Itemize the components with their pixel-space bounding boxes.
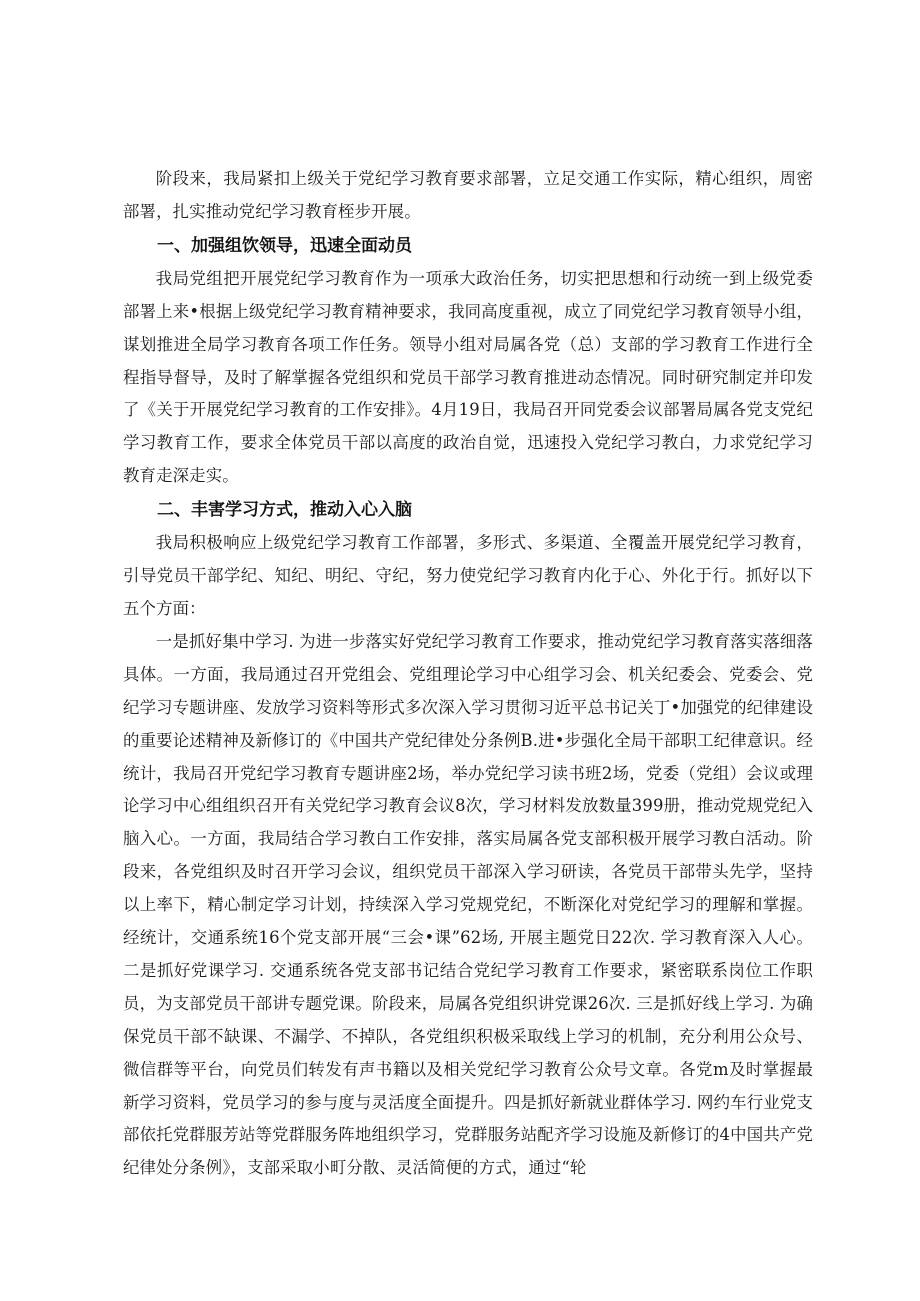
section-1-paragraph: 我局党组把开展党纪学习教育作为一项承大政治任务，切实把思想和行动统一到上级党委部署上来•根据上级党纪学习教育精神要求，我同高度重视，成立了同党纪学习教育领导小组，谋划推进全局学习教育各项工作任务。领导小组对局属各党（总）支部的学习教育工作进行全程指导督导，及时了解掌握各党组织和党员干部学习教育推进动态情况。同时研究制定并印发了《关于开展党纪学习教育的工作安排》。4月19日，我局召开同党委会议部署局属各党支党纪学习教育工作，要求全体党员干部以高度的政治自觉，迅速投入党纪学习教白，力求党纪学习教育走深走实。 [123, 268, 813, 486]
section-2-paragraph-2: 一是抓好集中学习. 为进一步落实好党纪学习教育工作要求，推动党纪学习教育落实落细落具体。一方面，我局通过召开党组会、党组理论学习中心组学习会、机关纪委会、党委会、党纪学习专题讲座、发放学习资料等形式多次深入学习贯彻习近平总书记关丁•加强党的纪律建设的重要论述精神及新修订的《中国共产党纪律处分条例B.进•步强化全局干部职工纪律意识。经统计，我局召开党纪学习教育专题讲座2场，举办党纪学习读书班2场，党委（党组）会议或理论学习中心组组织召开有关党纪学习教育会议8次，学习材料发放数量399册，推动党规党纪入脑入心。一方面，我局结合学习教白工作安排，落实局属各党支部积极开展学习教白活动。阶段来，各党组织及时召开学习会议，组织党员干部深入学习研读，各党员干部带头先学，坚持以上率下，精心制定学习计划，持续深入学习党规党纪，不断深化对党纪学习的理解和掌握。经统计，交通系统16个党支部开展“三会•课”62场, 开展主题党日22次. 学习教育深入人心。二是抓好党课学习. 交通系统各党支部书记结合党纪学习教育工作要求，紧密联系岗位工作职员，为支部党员干部讲专题党课。阶段来，局属各党组织讲党课26次. 三是抓好线上学习. 为确保党员干部不缺课、不漏学、不掉队，各党组织积极采取线上学习的机制，充分利用公众号、微信群等平台，向党员们转发有声书籍以及相关党纪学习教育公众号文章。各党m及时掌握最新学习资料，党员学习的参与度与灵活度全面提升。四是抓好新就业群体学习. 网约车行业党支部依托党群服芳站等党群服务阵地组织学习，党群服务站配齐学习设施及新修订的4中国共产党纪律处分条例》，支部采取小町分散、灵活简便的方式，通过“轮 [123, 631, 813, 1178]
document-page [123, 163, 813, 1185]
intro-paragraph: 阶段来，我局紧扣上级关于党纪学习教育要求部署，立足交通工作实际，精心组织，周密部署，扎实推动党纪学习教育桎步开展。 [123, 169, 813, 221]
section-2-heading: 二、丰害学习方式，推动入心入脑 [157, 500, 412, 521]
section-1-heading: 一、加强组饮领导，迅速全面动员 [157, 235, 412, 256]
section-2-paragraph-1: 我局积极响应上级党纪学习教育工作部署，多形式、多渠道、全覆盖开展党纪学习教育，引导党员干部学纪、知纪、明纪、守纪，努力使党纪学习教育内化于心、外化于行。抓好以下五个方面： [123, 533, 813, 618]
